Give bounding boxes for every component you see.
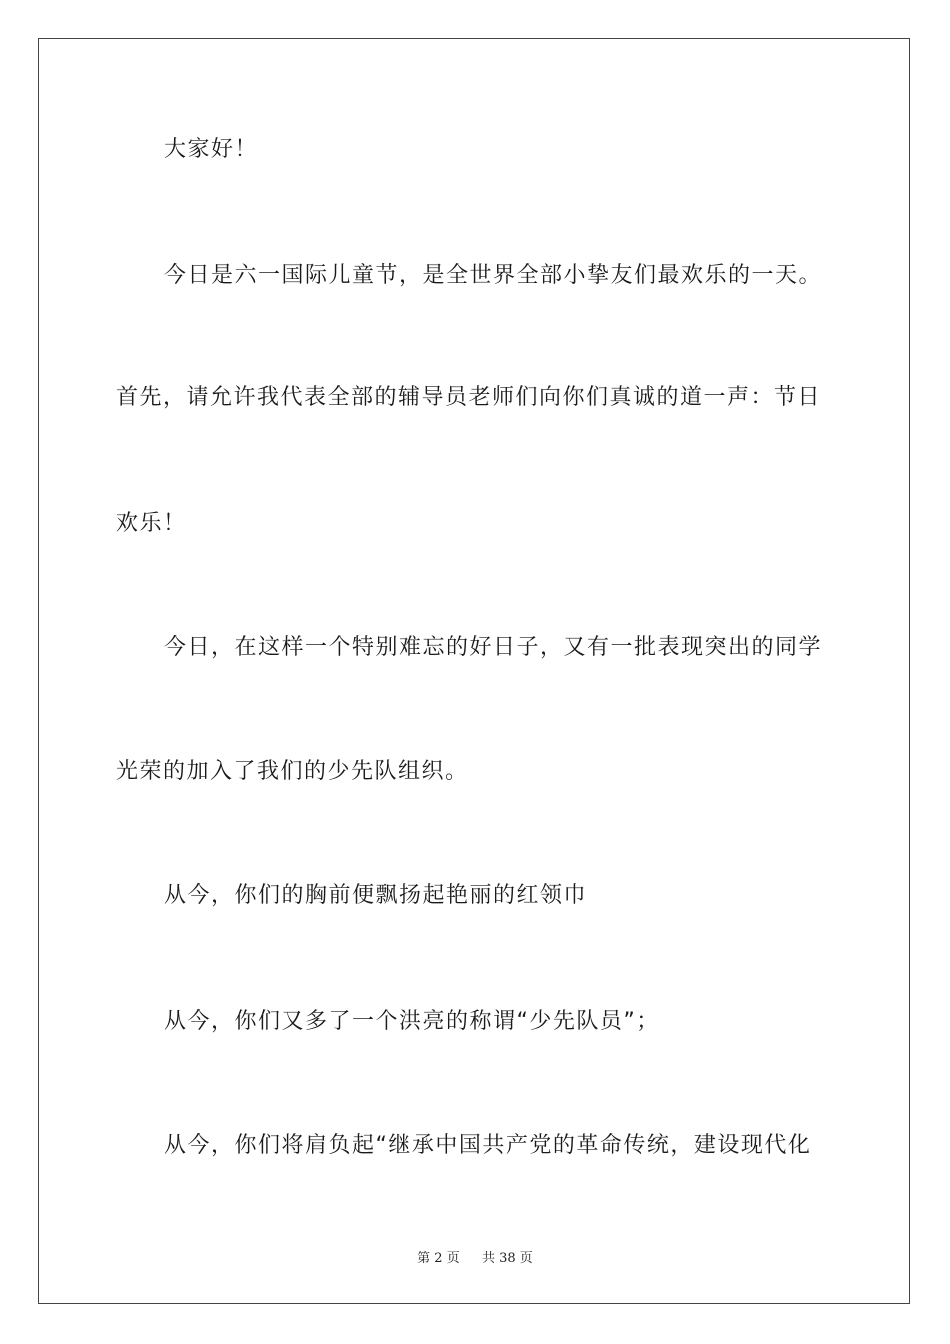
page-total: 共 38 页 bbox=[482, 1251, 533, 1266]
paragraph-line-6: 光荣的加入了我们的少先队组织。 bbox=[116, 759, 469, 784]
page-frame bbox=[38, 38, 910, 1304]
paragraph-line-3: 首先，请允许我代表全部的辅导员老师们向你们真诚的道一声：节日 bbox=[116, 385, 822, 410]
paragraph-line-5: 今日，在这样一个特别难忘的好日子，又有一批表现突出的同学 bbox=[164, 635, 823, 660]
paragraph-line-4: 欢乐！ bbox=[116, 511, 187, 536]
paragraph-line-1: 大家好！ bbox=[164, 137, 259, 162]
paragraph-line-2: 今日是六一国际儿童节，是全世界全部小挚友们最欢乐的一天。 bbox=[164, 263, 823, 288]
page-number: 第 2 页 bbox=[417, 1251, 460, 1266]
paragraph-line-7: 从今，你们的胸前便飘扬起艳丽的红领巾 bbox=[164, 883, 588, 908]
paragraph-line-9: 从今，你们将肩负起“继承中国共产党的革命传统，建设现代化 bbox=[164, 1133, 812, 1158]
page-footer bbox=[0, 1247, 950, 1266]
paragraph-line-8: 从今，你们又多了一个洪亮的称谓“少先队员”； bbox=[164, 1009, 660, 1034]
